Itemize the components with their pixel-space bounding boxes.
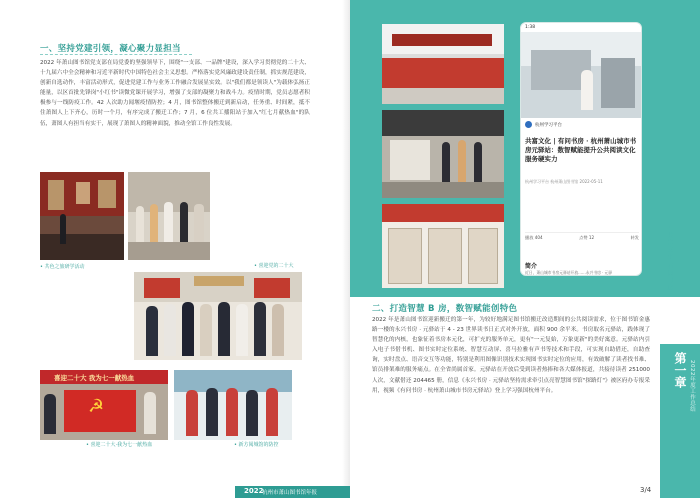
chapter-subtitle: 2022年度工作总结 bbox=[689, 360, 695, 412]
phone-screenshot bbox=[520, 22, 642, 276]
like-count[interactable]: 点赞 12 bbox=[579, 235, 595, 240]
right-paragraph: 2022 年是萧山图书馆迎新搬迁的第一年，为较好地满足图书馆搬迁改造期间的公共阅读需求，位于图书馆金惠路一楼的永兴书房 · 元驿站于 4 - 23 世界读书日正式对外开放，面积 900 余平米。书房取名元驿站，践体现了智慧化的内核，也象征着书房本元化，可扩充的服务单元，更有"一元复始，万象更新"的美好寓意。元驿站内引入电子书借书机、图书实时定位系统、智慧互动屏、喜马拉雅有声书等技术和手段，可实现自助借还，自助查询，实时盘点、语音交互等功能，特别是利用图像识别技术实现图书实时定位的应用，有效破解了读者找书难、馆员排架难的服务痛点。在全省尚属首家。元驿站在开放后受到读者热捧和各大媒体报道，共接待读者 251000 人次，文献借还 204465 册，信息《永兴书房 · 元驿站坚持需求牵引点亮智慧图书馆"探路灯"》被区府办专报采用，视频《有问书房 · 杭州萧山城市书房元驿站》登上学习强国杭州平台。 bbox=[372, 317, 650, 394]
footer-org: 杭州市萧山图书馆年报 bbox=[262, 490, 318, 496]
phone-article-title: 共富文化 | 有问书房 · 杭州萧山城市书房元驿站：数智赋能提升公共阅读文化服务硬实力 bbox=[525, 137, 637, 163]
section-heading-left: 一、坚持党建引领，凝心聚力显担当 bbox=[40, 44, 181, 54]
gutter-shadow bbox=[342, 0, 350, 498]
left-paragraph: 2022 年萧山图书馆党支部在局党委的坚强领导下，围绕"一支部、一品牌"建设，深入学习贯彻党的二十大、十九届六中全会精神和习近平新时代中国特色社会主义思想。严格落实党风廉政建设责任制，抓实规范建设，创新自选动作，丰富活动形式，促进党建工作与业务工作融合发展显实效。以"我们都是领读人"为载体弘扬正能量，以区首批先锋岗"小红书"读微党课开展学习，增强了支部的凝聚力和战斗力。疫情时期，党员志愿者积极参与一线防疫工作。42 人次助力闻堰疫情防控；4 月，图书馆整体搬迁到新启动，任务重、时间紧，抵不住萧图人上下齐心，历时一个月，有序完成了搬迁工作；7 月，6 位共工播阳站于加入"红七月献热血"的队伍，萧图人有担当有实干，展现了萧图人的精神面貌，推动全馆工作良性发展。 bbox=[40, 60, 310, 127]
page-number: 3/4 bbox=[640, 486, 652, 494]
phone-status-time: 1:38 bbox=[525, 25, 536, 30]
heading-rule bbox=[40, 54, 192, 55]
caption-photo2: • 喜迎党的二十大 bbox=[254, 263, 294, 269]
party-emblem-icon: ☭ bbox=[88, 396, 105, 417]
footer-year: 2022 bbox=[244, 487, 264, 495]
phone-intro-text: 近日，萧山城市书房元驿站开放……永兴书房 · 元驿 bbox=[525, 270, 613, 275]
photo-volunteers bbox=[174, 370, 292, 440]
phone-stats bbox=[525, 232, 639, 241]
phone-article-meta: 杭州学习平台 杭州萧山图书馆 2022-05-11 bbox=[525, 179, 603, 184]
phone-intro-heading: 简介 bbox=[525, 263, 538, 270]
source-logo-icon bbox=[525, 121, 532, 128]
photo-bookshelves bbox=[382, 204, 504, 288]
caption-photo3: • 喜迎二十大·我为七一献热血 bbox=[86, 442, 153, 448]
play-count[interactable]: 播放 404 bbox=[525, 235, 543, 240]
phone-source: 杭州学习平台 bbox=[535, 123, 562, 128]
share-button[interactable]: 转发 bbox=[630, 235, 639, 240]
photo-bookstore-hall bbox=[382, 110, 504, 198]
chapter-label: 第一章 bbox=[673, 352, 687, 388]
photo-exhibition bbox=[40, 172, 124, 260]
photo-group-flags bbox=[134, 272, 302, 360]
photo-banner-flag bbox=[40, 370, 168, 440]
caption-photo1: • 共色之旅研学活动 bbox=[40, 264, 85, 270]
side-caption-vertical: • 共富文化 有问书房 bbox=[666, 225, 673, 292]
section-heading-right: 二、打造智慧 B 房，数智赋能创特色 bbox=[372, 304, 518, 314]
phone-video-thumbnail bbox=[521, 32, 641, 118]
photo-group-hall bbox=[128, 172, 210, 260]
banner-text: 喜迎二十大 我为七一献热血 bbox=[54, 374, 135, 382]
photo-bookstore-front bbox=[382, 24, 504, 104]
caption-photo4: • 新方阅城馆的防控 bbox=[234, 442, 279, 448]
